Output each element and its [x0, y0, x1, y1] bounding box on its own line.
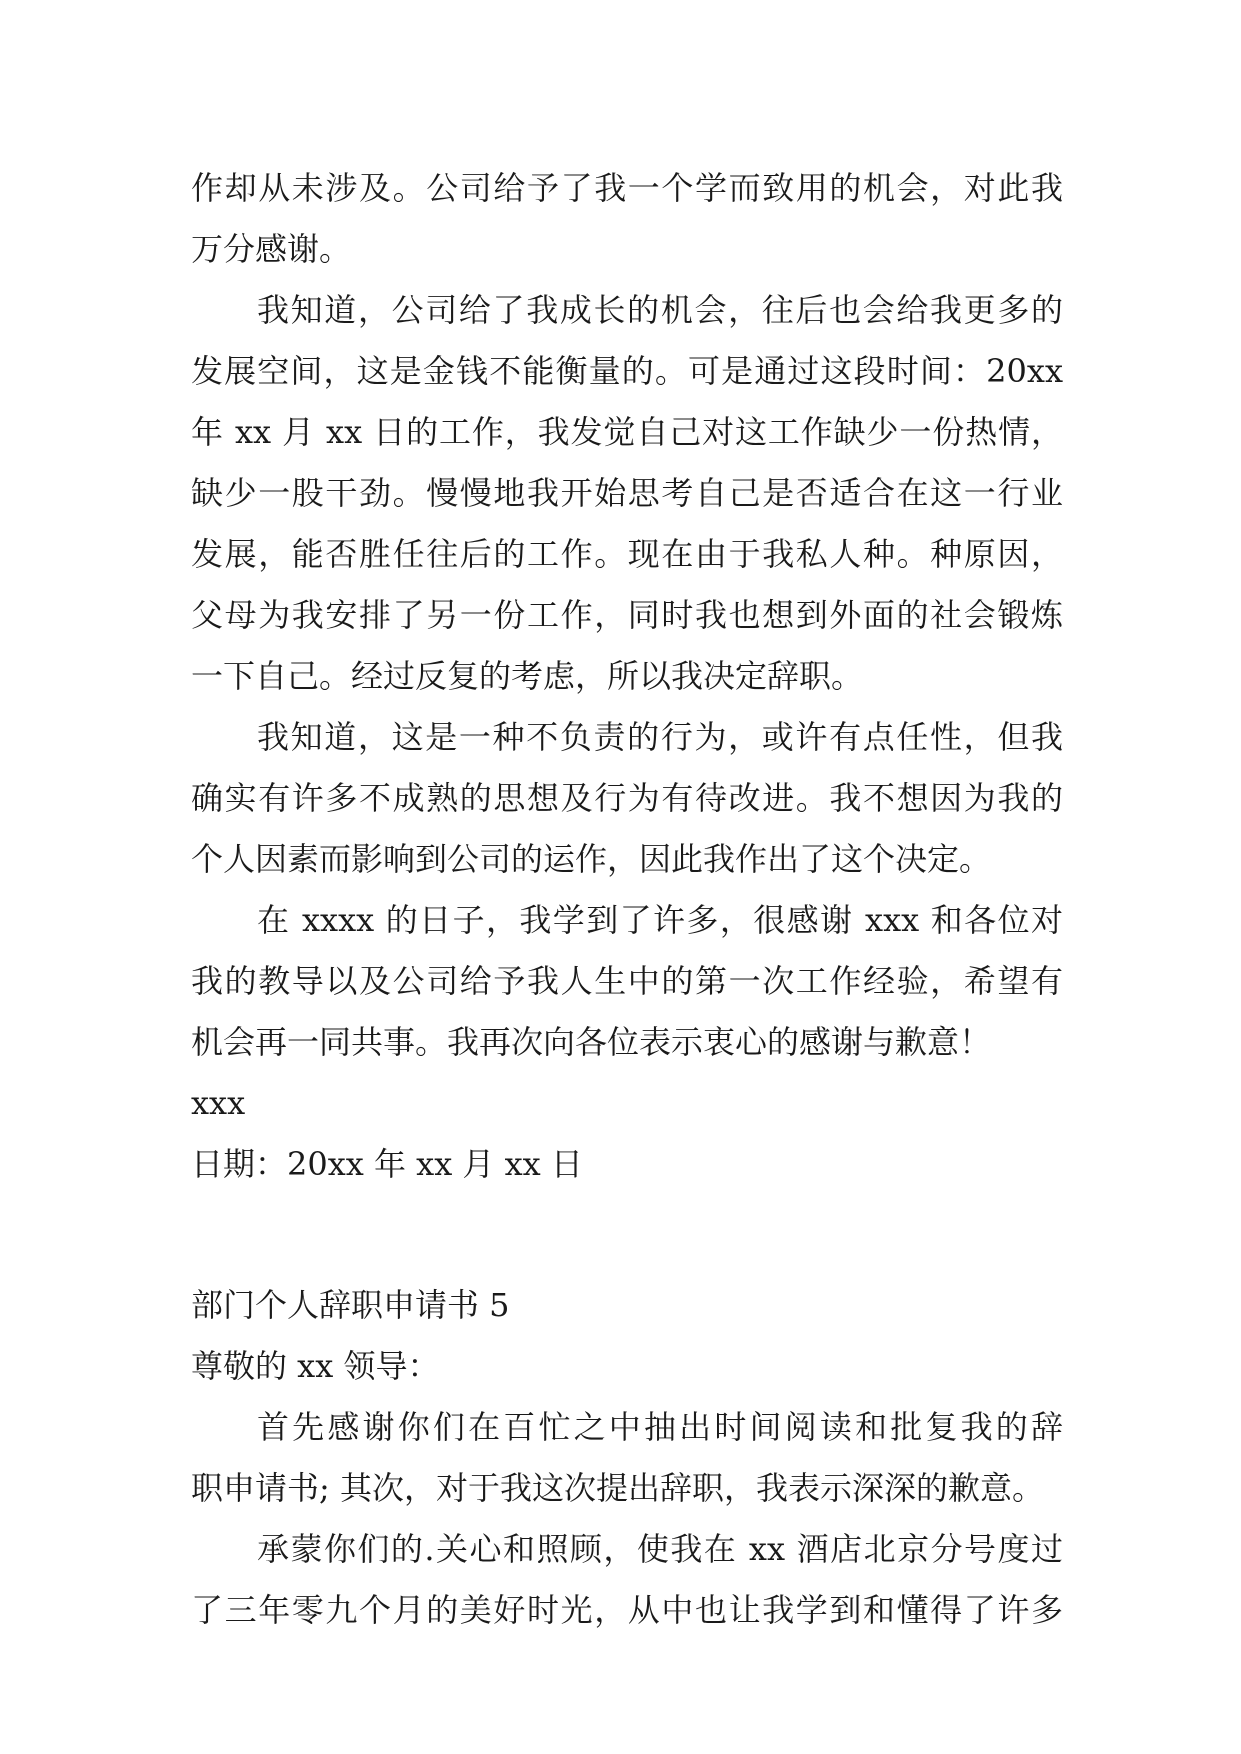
paragraph-responsibility: [191, 707, 1063, 890]
text-line: 父母为我安排了另一份工作，同时我也想到外面的社会锻炼: [191, 596, 1063, 634]
salutation: 尊敬的 xx 领导：: [191, 1347, 440, 1385]
text-line: 了三年零九个月的美好时光，从中也让我学到和懂得了许多: [191, 1591, 1063, 1629]
text-line: 我知道，这是一种不负责的行为，或许有点任性，但我: [257, 718, 1063, 756]
text-line: 职申请书; 其次，对于我这次提出辞职，我表示深深的歉意。: [191, 1469, 1044, 1507]
text-line: 缺少一股干劲。慢慢地我开始思考自己是否适合在这一行业: [191, 474, 1063, 512]
text-line: 发展，能否胜任往后的工作。现在由于我私人种。种原因，: [191, 535, 1063, 573]
text-line: 个人因素而影响到公司的运作，因此我作出了这个决定。: [191, 840, 992, 878]
paragraph-opening: [191, 1397, 1063, 1519]
section-spacer: [191, 1195, 1063, 1237]
text-line: 承蒙你们的.关心和照顾，使我在 xx 酒店北京分号度过: [257, 1530, 1063, 1568]
text-line: 万分感谢。: [191, 230, 352, 268]
text-line: 我知道，公司给了我成长的机会，往后也会给我更多的: [257, 291, 1063, 329]
paragraph-growth: [191, 280, 1063, 707]
text-line: 我的教导以及公司给予我人生中的第一次工作经验，希望有: [191, 962, 1063, 1000]
paragraph-gratitude: [191, 1519, 1063, 1641]
text-line: 一下自己。经过反复的考虑，所以我决定辞职。: [191, 657, 864, 695]
paragraph-continuation: [191, 158, 1063, 280]
signature: xxx: [191, 1084, 246, 1122]
text-line: 发展空间，这是金钱不能衡量的。可是通过这段时间：20xx: [191, 352, 1063, 390]
paragraph-thanks: [191, 890, 1063, 1073]
document-body: [191, 158, 1063, 1641]
text-line: 机会再一同共事。我再次向各位表示衷心的感谢与歉意！: [191, 1023, 992, 1061]
date-line: 日期：20xx 年 xx 月 xx 日: [191, 1145, 583, 1183]
section-title: 部门个人辞职申请书 5: [191, 1286, 510, 1324]
text-line: 年 xx 月 xx 日的工作，我发觉自己对这工作缺少一份热情，: [191, 413, 1063, 451]
text-line: 在 xxxx 的日子，我学到了许多，很感谢 xxx 和各位对: [257, 901, 1063, 939]
text-line: 首先感谢你们在百忙之中抽出时间阅读和批复我的辞: [257, 1408, 1063, 1446]
text-line: 确实有许多不成熟的思想及行为有待改进。我不想因为我的: [191, 779, 1063, 817]
text-line: 作却从未涉及。公司给予了我一个学而致用的机会，对此我: [191, 169, 1063, 207]
